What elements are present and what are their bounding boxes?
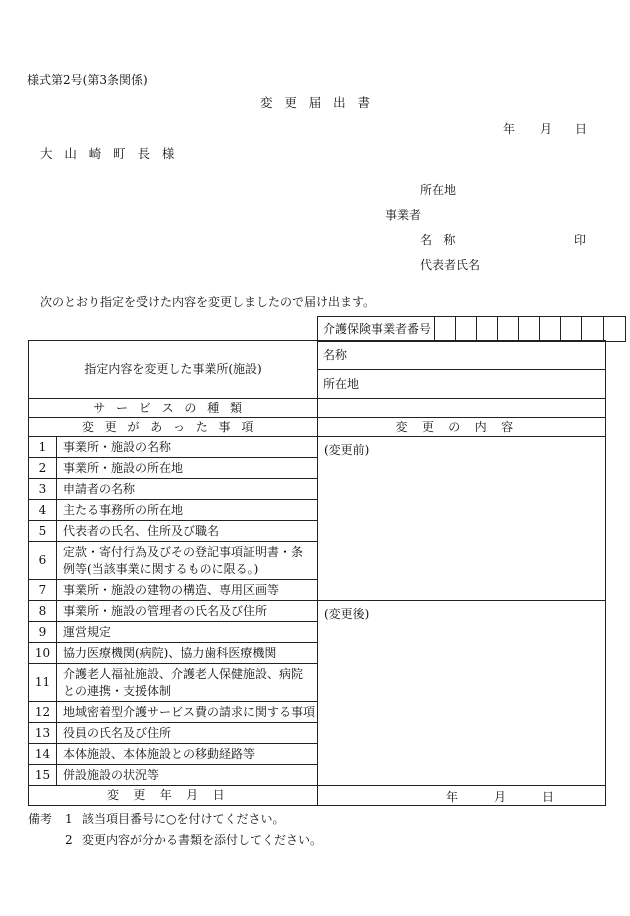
- changed-items-header: 変更があった事項: [29, 418, 318, 437]
- form-number: 様式第2号(第3条関係): [27, 73, 148, 87]
- insurance-number-label: 介護保険事業者番号: [318, 317, 435, 342]
- item-number: 8: [29, 601, 57, 622]
- office-label: 指定内容を変更した事業所(施設): [29, 341, 318, 399]
- form-title: 変更届出書: [260, 95, 382, 110]
- note-number: 1: [65, 812, 73, 826]
- item-number: 2: [29, 458, 57, 479]
- service-type-label: サービスの種類: [29, 399, 318, 418]
- item-label: 運営規定: [57, 622, 318, 643]
- insurance-number-box[interactable]: [477, 317, 498, 342]
- item-label: 介護老人福祉施設、介護老人保健施設、病院との連携・支援体制: [57, 664, 318, 702]
- insurance-number-box[interactable]: [582, 317, 604, 342]
- item-label: 本体施設、本体施設との移動経路等: [57, 744, 318, 765]
- date-year: 年: [503, 122, 516, 136]
- addressee: 大山崎町長様: [40, 146, 187, 161]
- item-label: 事業所・施設の名称: [57, 437, 318, 458]
- change-date-month: 月: [494, 790, 507, 804]
- date-month: 月: [540, 122, 553, 136]
- item-label: 協力医療機関(病院)、協力歯科医療機関: [57, 643, 318, 664]
- note-number: 2: [65, 833, 73, 847]
- date-day: 日: [575, 122, 588, 136]
- item-label: 役員の氏名及び住所: [57, 723, 318, 744]
- item-label: 事業所・施設の所在地: [57, 458, 318, 479]
- insurance-number-box[interactable]: [456, 317, 477, 342]
- office-name-label: 名称: [318, 341, 606, 370]
- applicant-business-label: 事業者: [385, 208, 422, 222]
- applicant-address-label: 所在地: [420, 183, 457, 197]
- insurance-number-box[interactable]: [435, 317, 456, 342]
- item-label: 定款・寄付行為及びその登記事項証明書・条例等(当該事業に関するものに限る。): [57, 542, 318, 580]
- notes-label: 備考: [28, 812, 53, 826]
- change-date-value[interactable]: [318, 786, 606, 806]
- applicant-representative-label: 代表者氏名: [420, 258, 481, 272]
- item-label: 事業所・施設の建物の構造、専用区画等: [57, 580, 318, 601]
- item-label: 事業所・施設の管理者の氏名及び住所: [57, 601, 318, 622]
- item-number: 12: [29, 702, 57, 723]
- applicant-seal: 印: [574, 233, 587, 247]
- item-number: 9: [29, 622, 57, 643]
- change-content-header: 変更の内容: [318, 418, 606, 437]
- insurance-number-box[interactable]: [540, 317, 561, 342]
- item-label: 申請者の名称: [57, 479, 318, 500]
- item-number: 7: [29, 580, 57, 601]
- change-date-year: 年: [446, 790, 459, 804]
- item-number: 13: [29, 723, 57, 744]
- item-label: 地域密着型介護サービス費の請求に関する事項: [57, 702, 318, 723]
- item-label: 主たる事務所の所在地: [57, 500, 318, 521]
- change-after-cell[interactable]: [318, 601, 606, 786]
- change-before-label: (変更前): [324, 443, 370, 457]
- insurance-number-box[interactable]: [604, 317, 626, 342]
- insurance-number-box[interactable]: [498, 317, 519, 342]
- item-number: 5: [29, 521, 57, 542]
- insurance-number-box[interactable]: [519, 317, 540, 342]
- item-label: 代表者の氏名、住所及び職名: [57, 521, 318, 542]
- office-address-label: 所在地: [318, 370, 606, 399]
- item-number: 6: [29, 542, 57, 580]
- item-number: 3: [29, 479, 57, 500]
- change-date-label: 変更年月日: [29, 786, 318, 806]
- insurance-number-table: [317, 316, 626, 342]
- change-after-label: (変更後): [324, 607, 370, 621]
- item-number: 14: [29, 744, 57, 765]
- service-type-value[interactable]: [318, 399, 606, 418]
- item-number: 1: [29, 437, 57, 458]
- intro-text: 次のとおり指定を受けた内容を変更しましたので届け出ます。: [40, 295, 376, 309]
- note-text: 該当項目番号に○を付けてください。: [82, 812, 285, 826]
- item-label: 併設施設の状況等: [57, 765, 318, 786]
- item-number: 10: [29, 643, 57, 664]
- applicant-name-label: 名称: [420, 233, 467, 247]
- change-notification-table: [28, 340, 606, 806]
- change-date-day: 日: [542, 790, 555, 804]
- item-number: 11: [29, 664, 57, 702]
- insurance-number-box[interactable]: [561, 317, 582, 342]
- item-number: 4: [29, 500, 57, 521]
- note-text: 変更内容が分かる書類を添付してください。: [82, 833, 323, 847]
- item-number: 15: [29, 765, 57, 786]
- change-before-cell[interactable]: [318, 437, 606, 601]
